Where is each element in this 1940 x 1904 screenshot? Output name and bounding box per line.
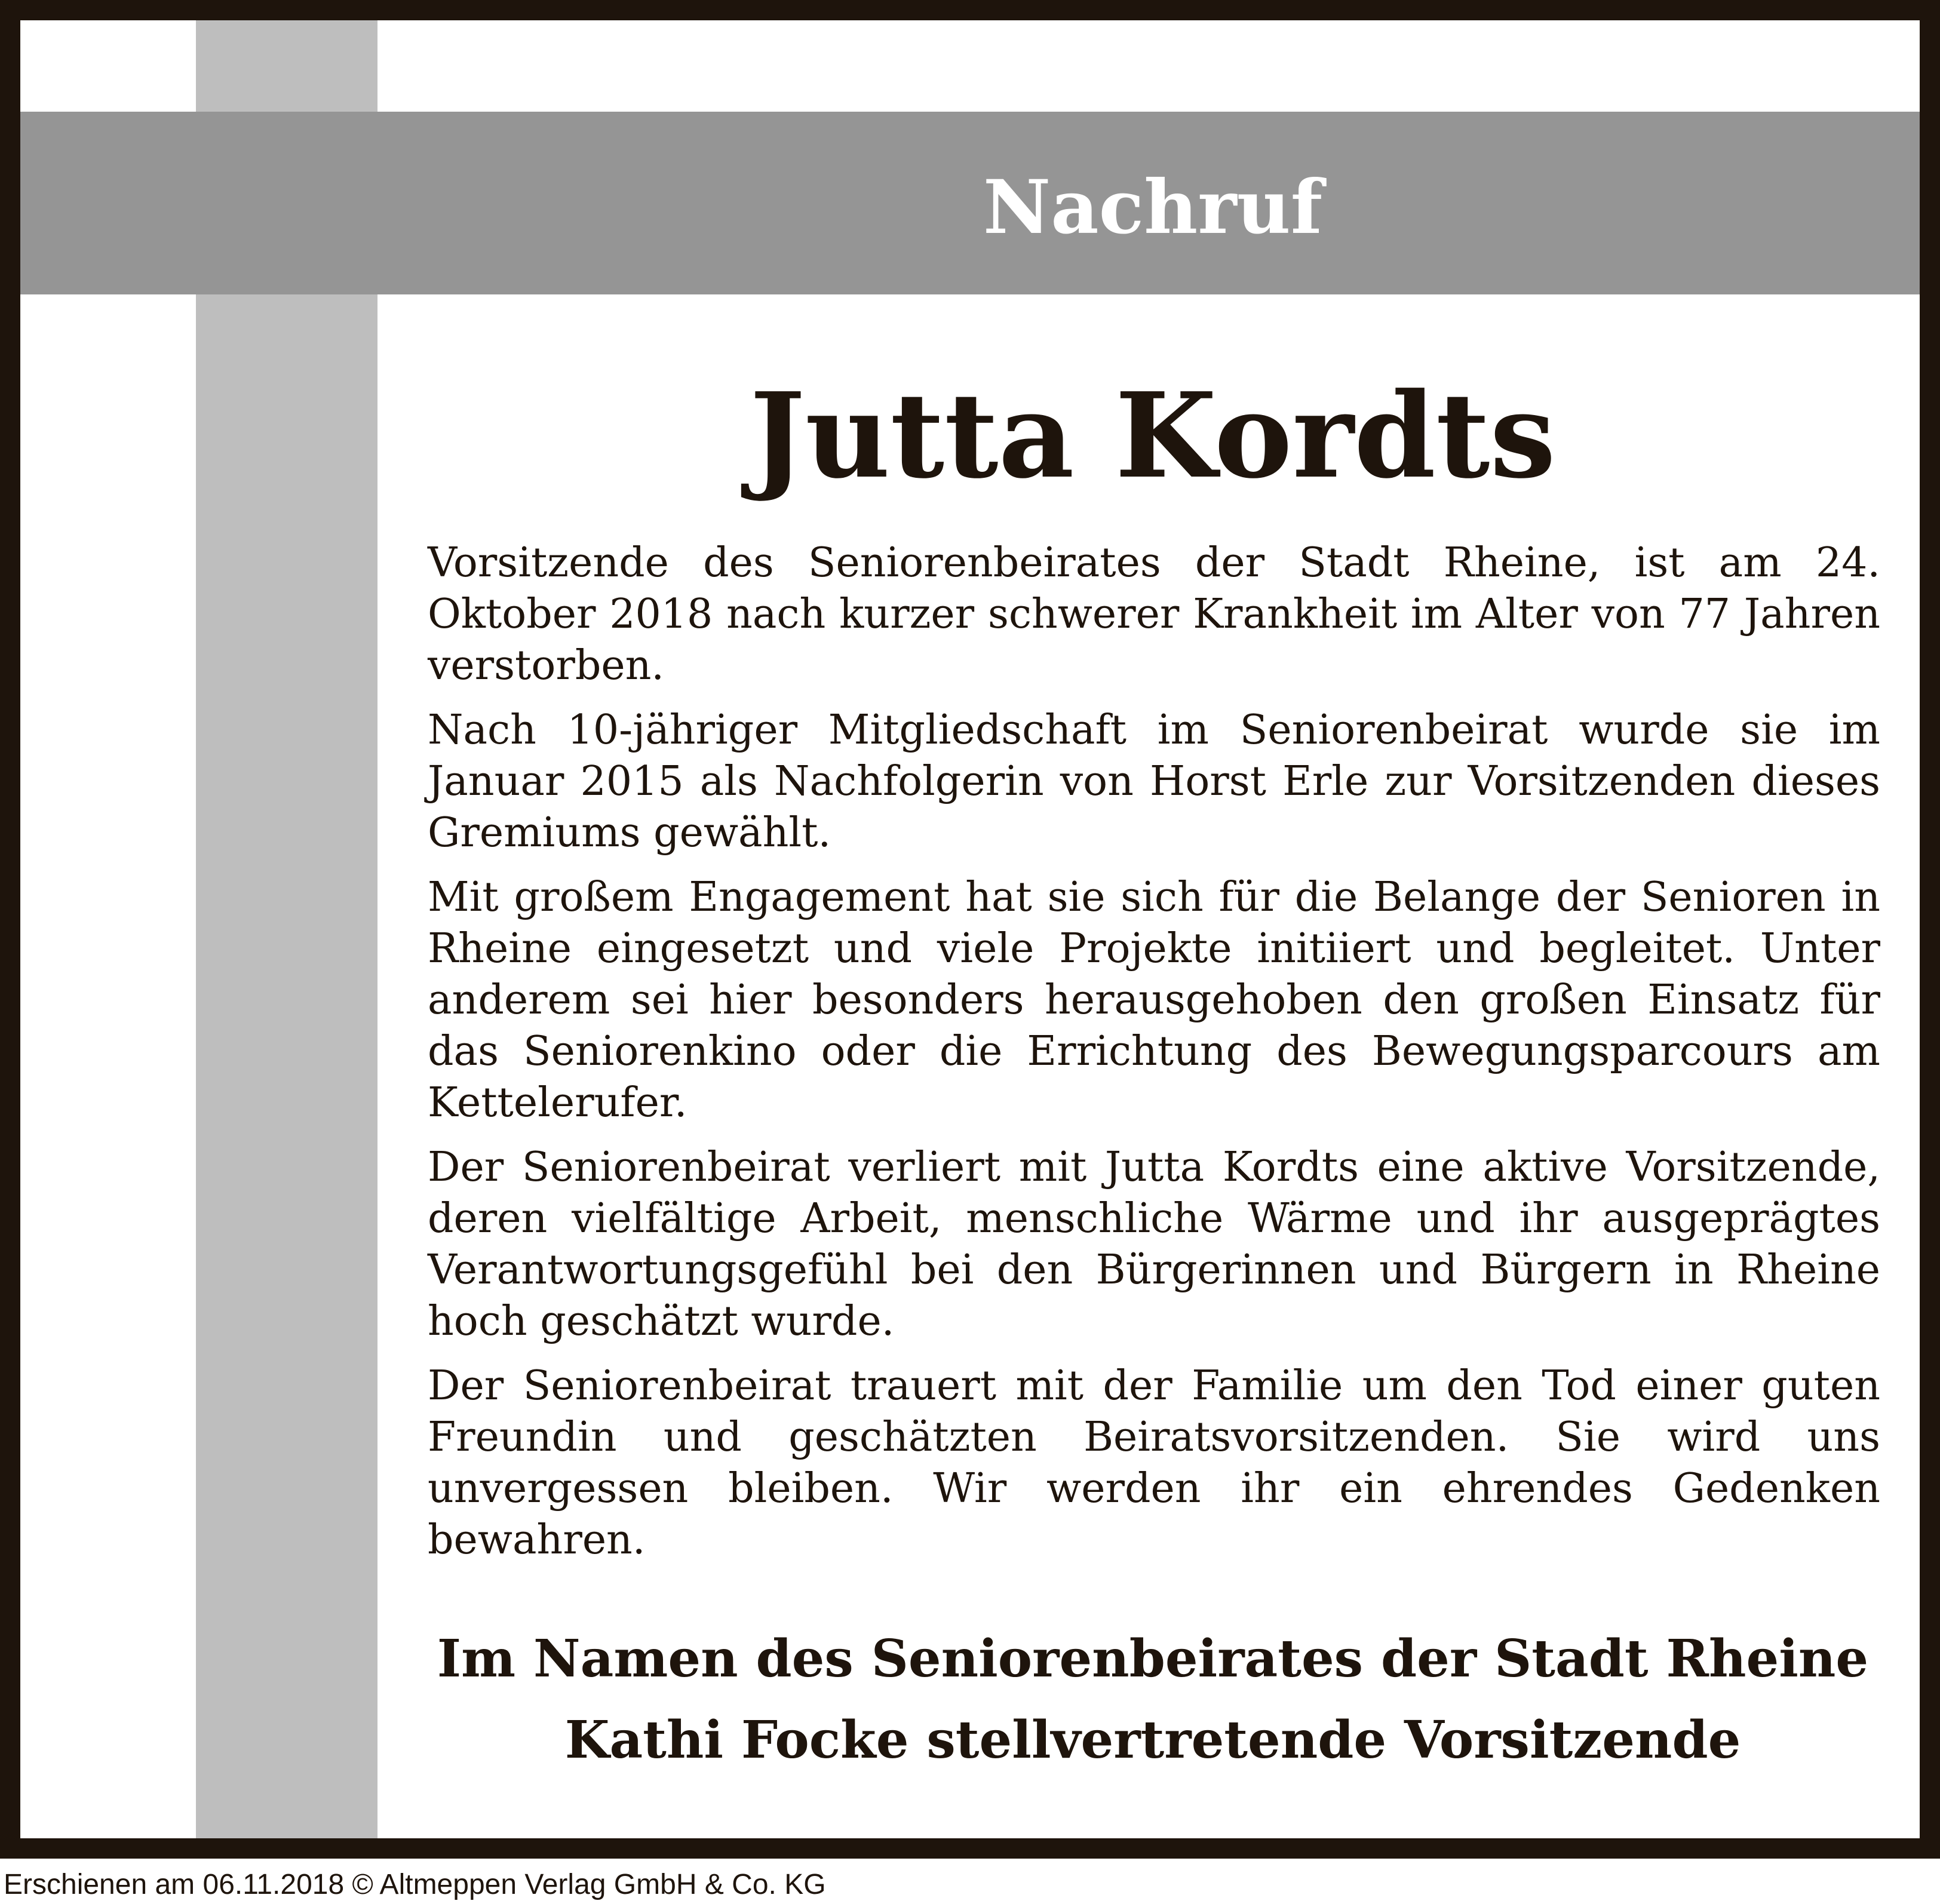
signature-person: Kathi Focke stellvertretende Vorsitzende [564, 1710, 1741, 1770]
body-paragraph: Vorsitzende des Seniorenbeirates der Stadt Rheine, ist am 24. Oktober 2018 nach kurzer schwerer Krankheit im Alter von 77 Jahren verstorben. [428, 539, 1880, 689]
body-paragraph: Der Seniorenbeirat verliert mit Jutta Kordts eine aktive Vorsitzende, deren vielfältige Arbeit, menschliche Wärme und ihr ausgeprägtes Verantwortungsgefühl bei den Bürgerinnen und Bürgern in Rheine hoch geschätzt wurde. [428, 1144, 1880, 1345]
publication-footer: Erschienen am 06.11.2018 © Altmeppen Verlag GmbH & Co. KG [4, 1869, 826, 1900]
notice-body [428, 538, 1880, 1579]
body-paragraph: Mit großem Engagement hat sie sich für die Belange der Senioren in Rheine eingesetzt und viele Projekte initiiert und begleitet. Unter anderem sei hier besonders herausgehoben den großen Einsatz für das Seniorenkino oder die Errichtung des Bewegungsparcours am Kettelerufer. [428, 874, 1880, 1126]
body-paragraph: Nach 10-jähriger Mitgliedschaft im Seniorenbeirat wurde sie im Januar 2015 als Nachfolgerin von Horst Erle zur Vorsitzenden dieses Gremiums gewählt. [428, 707, 1880, 856]
signature-block [418, 1619, 1887, 1781]
signature-organization: Im Namen des Seniorenbeirates der Stadt Rheine [437, 1629, 1869, 1689]
body-paragraph: Der Seniorenbeirat trauert mit der Familie um den Tod einer guten Freundin und geschätzten Beiratsvorsitzenden. Sie wird uns unvergessen bleiben. Wir werden ihr ein ehrendes Gedenken bewahren. [428, 1362, 1880, 1564]
notice-heading: Nachruf [983, 164, 1323, 251]
deceased-name: Jutta Kordts [750, 367, 1556, 505]
